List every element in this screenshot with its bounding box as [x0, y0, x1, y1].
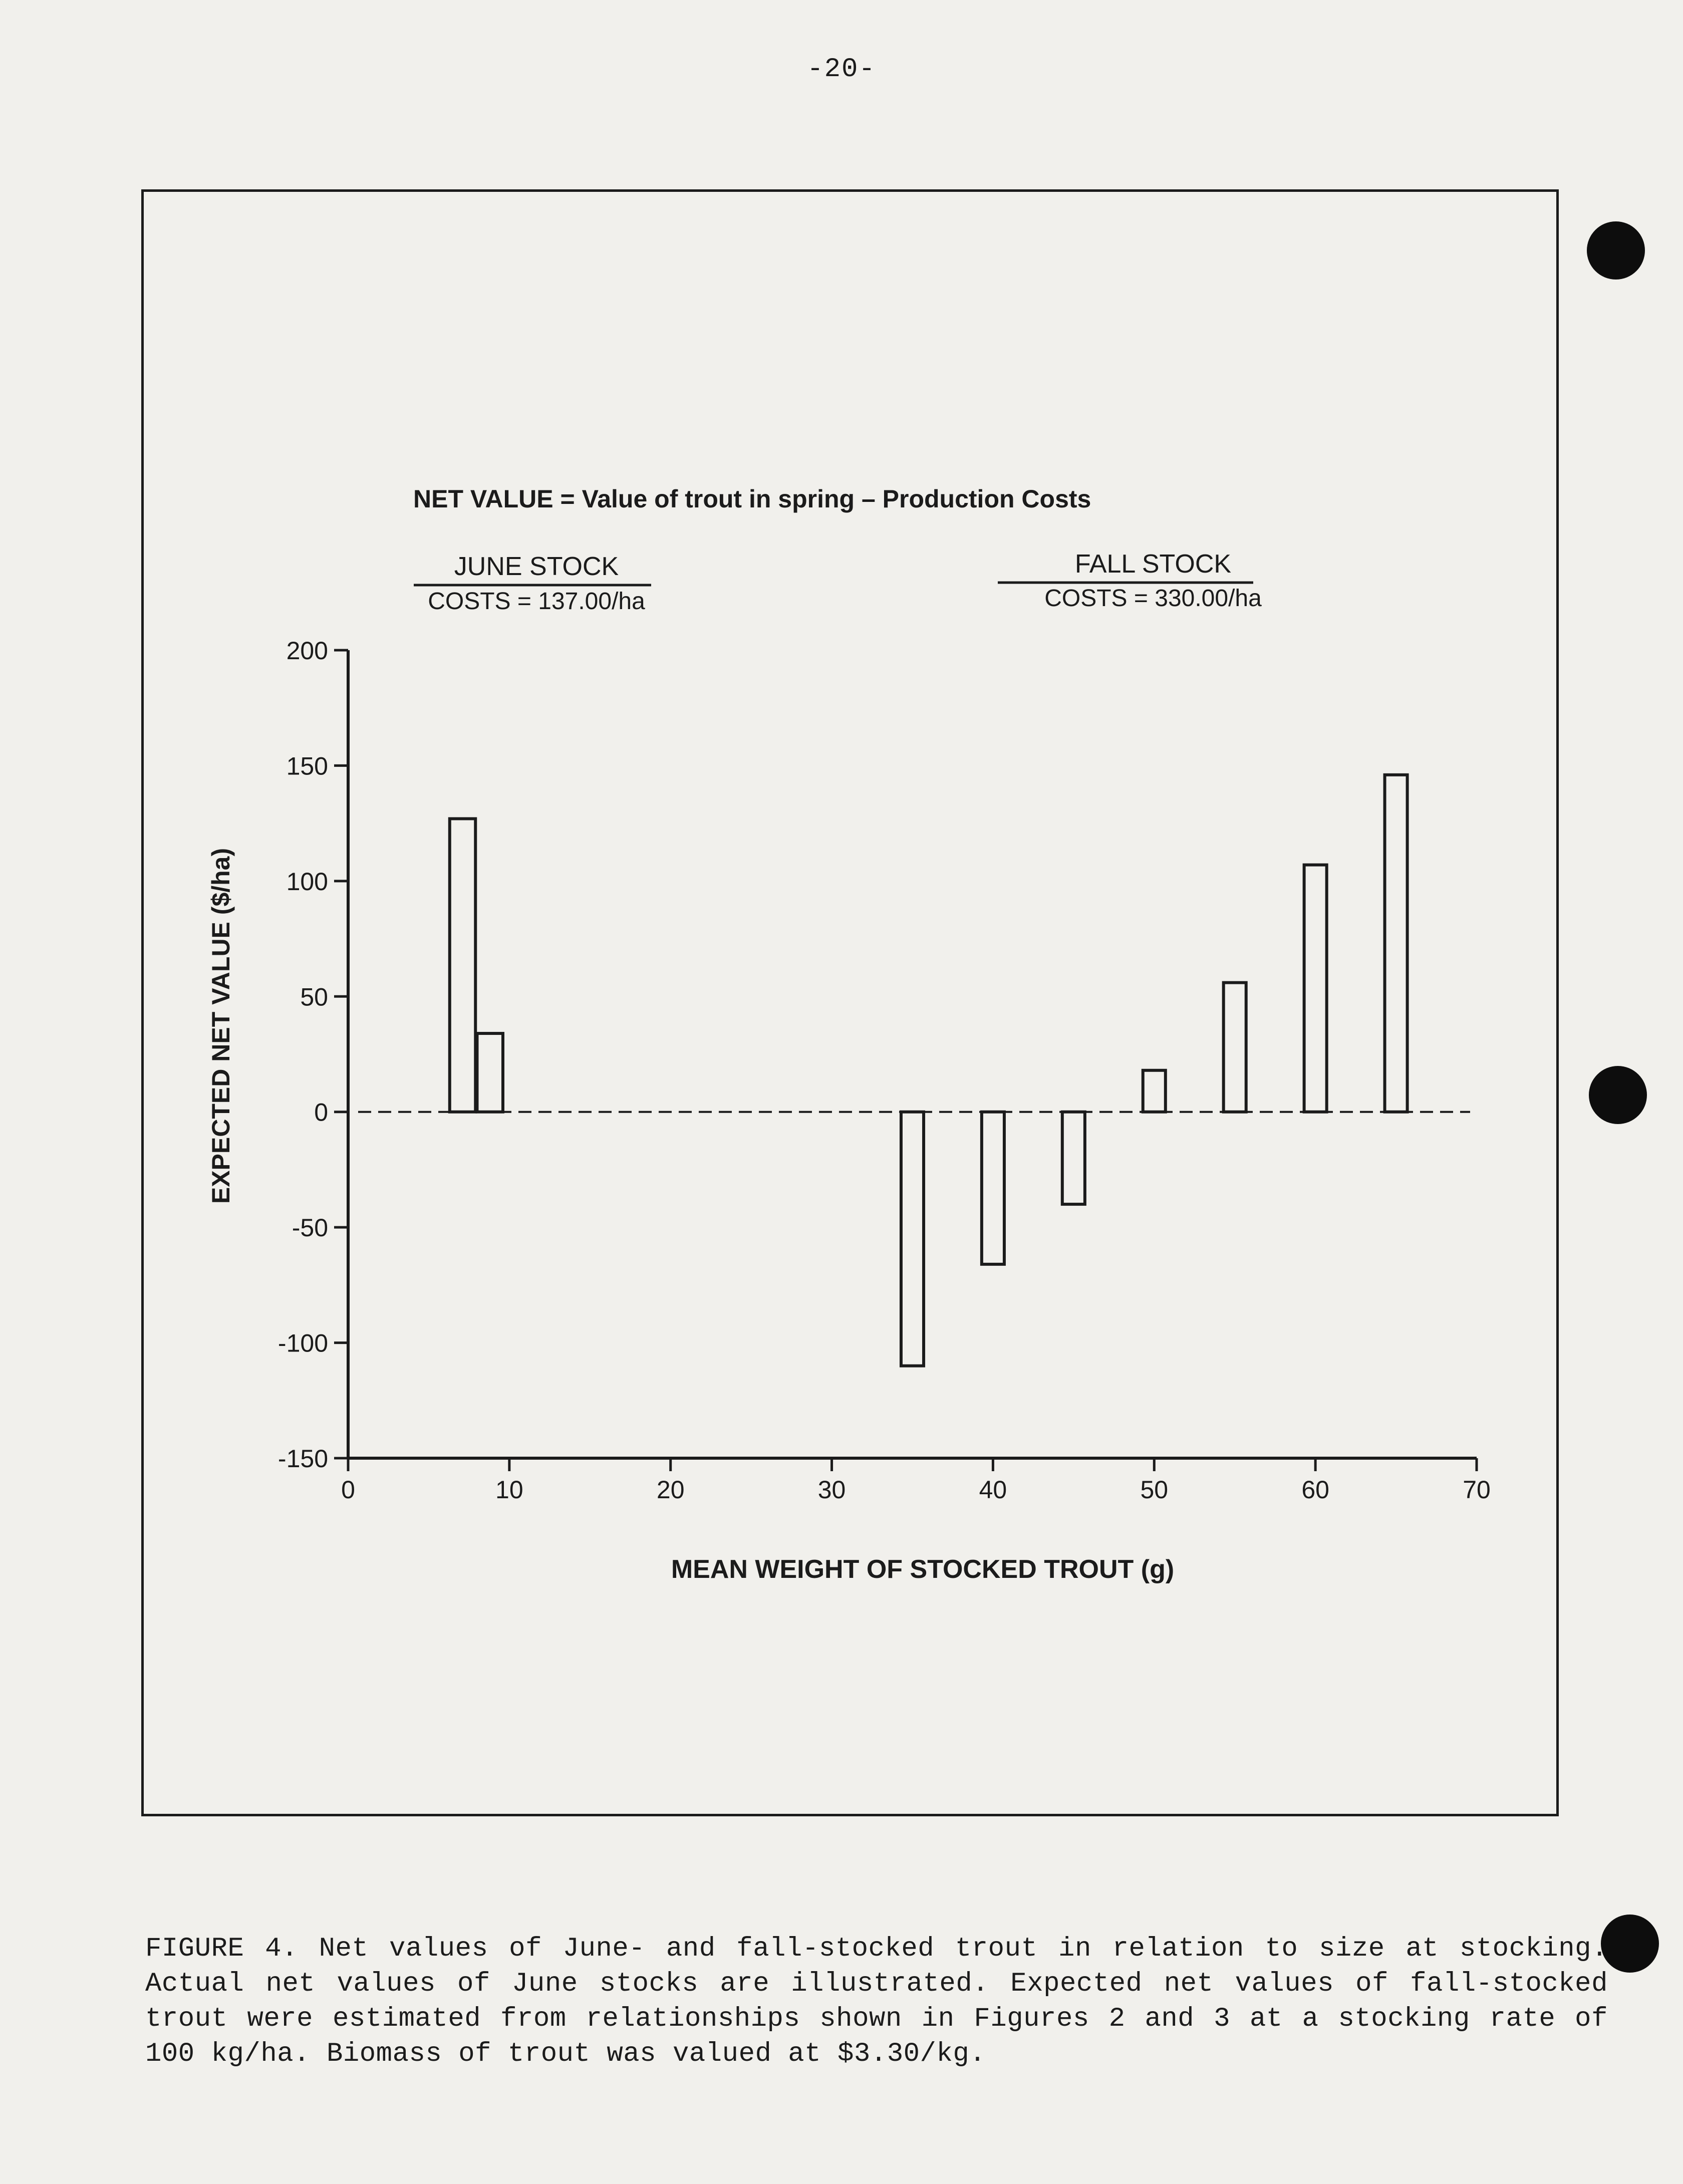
y-tick-label: 0: [314, 1098, 328, 1127]
x-axis-label: MEAN WEIGHT OF STOCKED TROUT (g): [671, 1555, 1175, 1584]
legend-group-fall: [998, 550, 1262, 612]
x-tick-label: 20: [656, 1476, 685, 1504]
group-label-fall: FALL STOCK: [1074, 550, 1232, 579]
bar: [1304, 865, 1327, 1112]
bar: [1224, 983, 1246, 1112]
legend-group-june: [414, 552, 651, 615]
y-tick-label: 50: [300, 983, 328, 1011]
bars: [450, 775, 1408, 1366]
x-tick-label: 10: [495, 1476, 523, 1504]
group-costs-june: COSTS = 137.00/ha: [428, 588, 645, 615]
group-label-june: JUNE STOCK: [454, 552, 619, 581]
page-number: -20-: [807, 54, 876, 85]
bar: [1385, 775, 1408, 1112]
bar: [982, 1112, 1004, 1264]
punch-hole: [1587, 221, 1645, 280]
punch-hole: [1589, 1066, 1647, 1124]
x-tick-label: 0: [341, 1476, 355, 1504]
bar: [1062, 1112, 1085, 1204]
x-tick-label: 50: [1140, 1476, 1169, 1504]
bar: [477, 1033, 502, 1112]
y-tick-label: -150: [277, 1445, 328, 1473]
y-axis-label: EXPECTED NET VALUE ($/ha): [207, 848, 235, 1204]
figure-caption: FIGURE 4. Net values of June- and fall-stocked trout in relation to size at stocking. Actual net values of June stocks are illustrated. Expected net values of fall-stocked trout were estimated from relationships shown in Figures 2 and 3 at a stocking rate of 100 kg/ha. Biomass of trout was valued at $3.30/kg.: [145, 1934, 1608, 2069]
x-tick-label: 30: [817, 1476, 846, 1504]
punch-hole: [1601, 1915, 1659, 1973]
x-tick-label: 70: [1463, 1476, 1491, 1504]
x-tick-label: 60: [1301, 1476, 1329, 1504]
y-tick-label: 200: [286, 637, 328, 665]
group-costs-fall: COSTS = 330.00/ha: [1044, 585, 1262, 612]
y-tick-label: 100: [286, 867, 328, 896]
bar: [901, 1112, 924, 1366]
y-tick-label: -100: [277, 1329, 328, 1357]
bar: [1143, 1070, 1166, 1112]
chart-title: NET VALUE = Value of trout in spring – Production Costs: [413, 485, 1091, 513]
y-tick-label: -50: [292, 1214, 328, 1242]
y-tick-label: 150: [286, 752, 328, 780]
bar: [450, 818, 475, 1112]
x-tick-label: 40: [979, 1476, 1007, 1504]
